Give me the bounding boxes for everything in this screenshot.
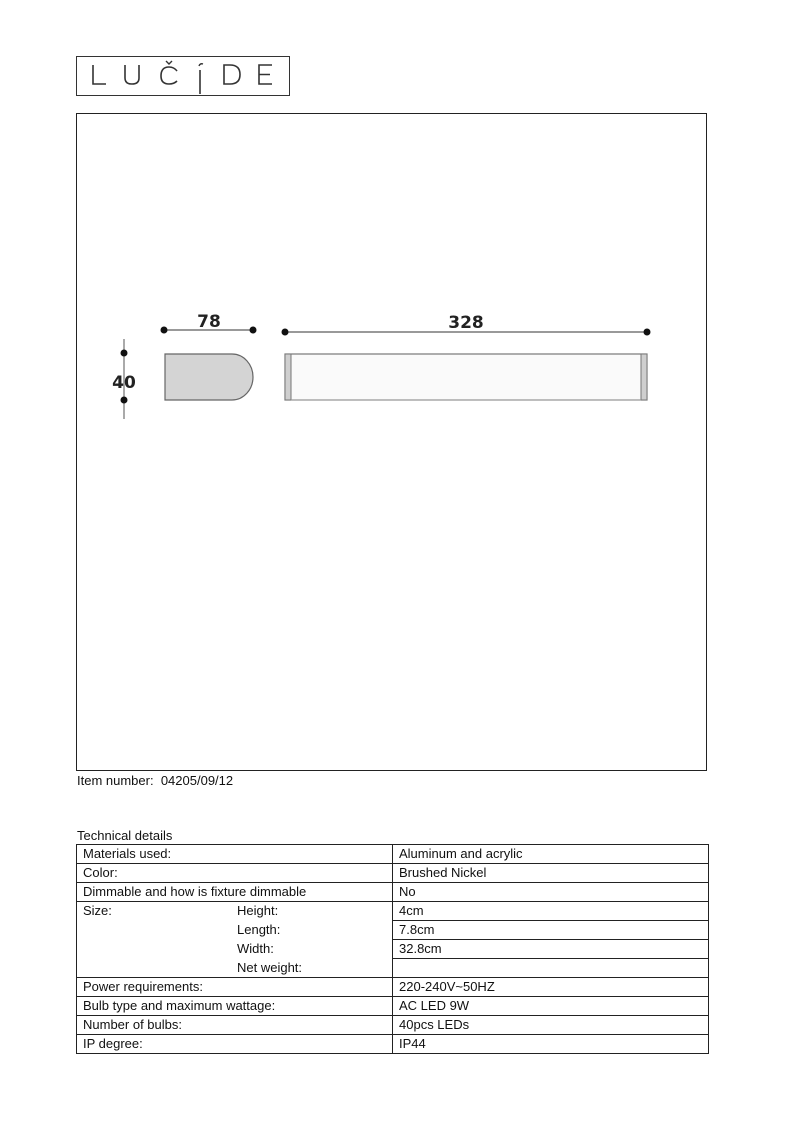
spec-value: 220-240V~50HZ xyxy=(393,978,709,997)
spec-value: Aluminum and acrylic xyxy=(393,845,709,864)
lucide-logo-mark xyxy=(77,57,288,94)
table-row xyxy=(77,902,709,921)
table-row xyxy=(77,883,709,902)
fixture-front-view xyxy=(285,354,647,400)
technical-details-table xyxy=(76,844,709,1054)
width-dimension-end-dot xyxy=(250,327,257,334)
table-row xyxy=(77,978,709,997)
spec-value: 32.8cm xyxy=(393,940,709,959)
width-dimension-label: 78 xyxy=(197,312,221,332)
spec-label: Number of bulbs: xyxy=(77,1016,393,1035)
spec-label: Color: xyxy=(77,864,393,883)
item-number-value: 04205/09/12 xyxy=(160,773,234,788)
fixture-right-endcap xyxy=(641,354,647,400)
length-dimension-end-dot xyxy=(644,329,651,336)
table-row xyxy=(77,921,709,940)
spec-value: 40pcs LEDs xyxy=(393,1016,709,1035)
spec-value: 7.8cm xyxy=(393,921,709,940)
dimension-drawing xyxy=(77,114,706,770)
spec-label-cell xyxy=(77,921,393,940)
spec-sub-label: Net weight: xyxy=(237,959,303,975)
brand-logo xyxy=(76,56,290,96)
spec-value xyxy=(393,959,709,978)
spec-label: IP degree: xyxy=(77,1035,393,1054)
spec-label: Bulb type and maximum wattage: xyxy=(77,997,393,1016)
spec-value: 4cm xyxy=(393,902,709,921)
spec-label-cell xyxy=(77,902,393,921)
spec-label: Power requirements: xyxy=(77,978,393,997)
spec-sub-label: Height: xyxy=(237,903,279,918)
table-row xyxy=(77,845,709,864)
spec-sub-label: Width: xyxy=(237,940,274,956)
spec-label: Dimmable and how is fixture dimmable xyxy=(77,883,393,902)
spec-value: AC LED 9W xyxy=(393,997,709,1016)
spec-label: Size: xyxy=(83,903,112,919)
table-row xyxy=(77,1035,709,1054)
height-dimension-end-dot xyxy=(121,397,128,404)
spec-value: No xyxy=(393,883,709,902)
item-number xyxy=(77,773,233,788)
table-row xyxy=(77,940,709,959)
item-number-label: Item number: xyxy=(77,773,154,788)
spec-sub-label: Length: xyxy=(237,921,281,937)
fixture-left-endcap xyxy=(285,354,291,400)
table-row xyxy=(77,1016,709,1035)
spec-label: Materials used: xyxy=(77,845,393,864)
height-dimension-start-dot xyxy=(121,350,128,357)
height-dimension-label: 40 xyxy=(112,373,136,393)
table-row xyxy=(77,959,709,978)
spec-label-cell xyxy=(77,959,393,978)
spec-value: Brushed Nickel xyxy=(393,864,709,883)
fixture-end-view xyxy=(165,354,253,400)
table-row xyxy=(77,864,709,883)
table-row xyxy=(77,997,709,1016)
length-dimension-start-dot xyxy=(282,329,289,336)
technical-details-title: Technical details xyxy=(77,828,173,843)
width-dimension-start-dot xyxy=(161,327,168,334)
spec-label-cell xyxy=(77,940,393,959)
technical-drawing-frame xyxy=(76,113,707,771)
spec-value: IP44 xyxy=(393,1035,709,1054)
length-dimension-label: 328 xyxy=(448,313,484,333)
